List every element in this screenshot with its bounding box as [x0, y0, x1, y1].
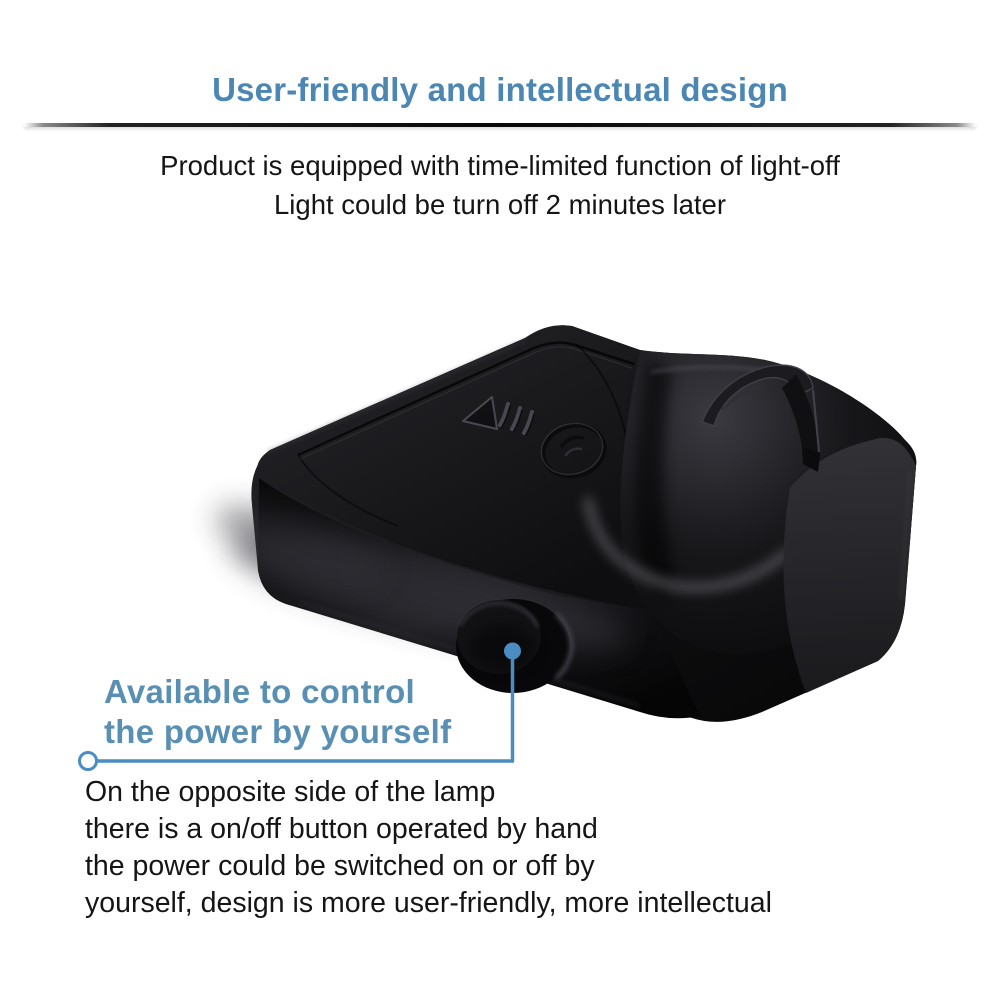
power-button-cap-shade — [469, 624, 537, 672]
callout-heading-line-2: the power by yourself — [104, 713, 452, 750]
intro-line-1: Product is equipped with time-limited function of light-off — [160, 150, 840, 181]
description-paragraph — [85, 774, 772, 922]
description-line-4: yourself, design is more user-friendly, more intellectual — [85, 887, 772, 919]
description-line-2: there is a on/off button operated by hand — [85, 813, 598, 845]
lamp-right-face — [783, 438, 916, 693]
callout-heading — [104, 672, 451, 752]
description-line-3: the power could be switched on or off by — [85, 850, 595, 882]
callout-dot — [504, 643, 521, 660]
page-title: User-friendly and intellectual design — [212, 71, 788, 108]
lamp-body — [207, 325, 917, 722]
intro-line-2: Light could be turn off 2 minutes later — [274, 189, 726, 220]
callout-heading-line-1: Available to control — [104, 673, 415, 710]
callout-end-circle — [80, 753, 97, 770]
description-line-1: On the opposite side of the lamp — [85, 776, 496, 808]
